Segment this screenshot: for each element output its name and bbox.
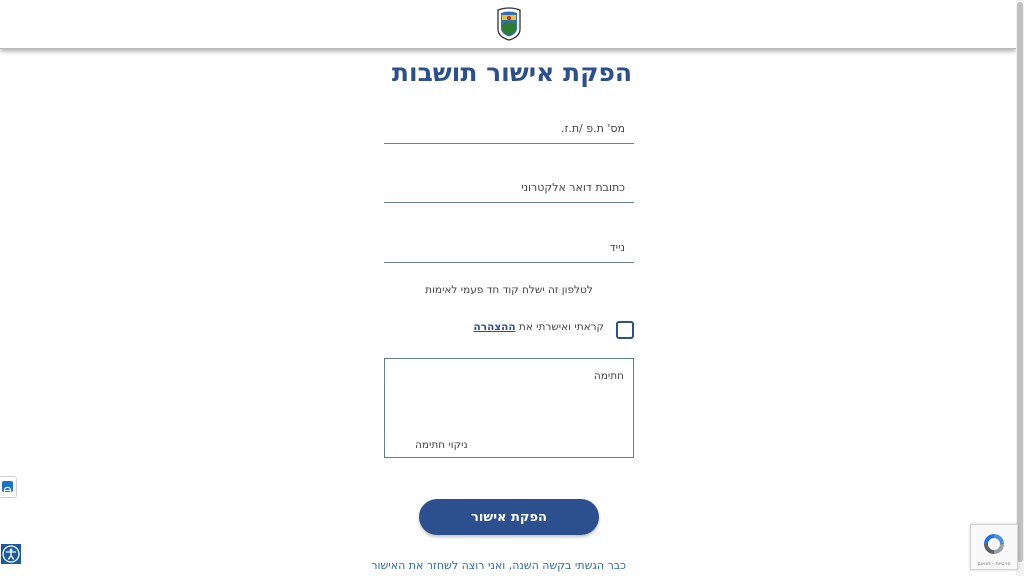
restore-certificate-link[interactable]: כבר הגשתי בקשה השנה, ואני רוצה לשחזר את האישור — [371, 559, 626, 572]
municipality-emblem-icon[interactable] — [496, 7, 522, 41]
consent-prefix: קראתי ואישרתי את — [515, 321, 604, 333]
consent-label — [474, 321, 604, 333]
otp-hint: לטלפון זה ישלח קוד חד פעמי לאימות — [425, 284, 593, 296]
mobile-field-wrapper — [384, 232, 634, 263]
chat-widget-inner — [2, 481, 13, 492]
clear-signature-button[interactable]: ניקוי חתימה — [415, 439, 468, 451]
signature-pad[interactable] — [384, 358, 634, 458]
accessibility-glyph — [1, 544, 21, 564]
signature-label: חתימה — [593, 370, 624, 382]
chat-widget-icon[interactable] — [0, 476, 17, 498]
scrollbar[interactable] — [1016, 0, 1024, 576]
mobile-input[interactable] — [384, 232, 634, 262]
email-field-wrapper — [384, 172, 634, 203]
recaptcha-badge[interactable] — [970, 524, 1018, 570]
email-input[interactable] — [384, 172, 634, 202]
id-number-input[interactable] — [384, 113, 634, 143]
id-field-wrapper — [384, 113, 634, 144]
chat-widget-glyph — [2, 485, 13, 496]
recaptcha-icon — [981, 531, 1007, 557]
accessibility-icon[interactable] — [0, 543, 22, 565]
page-title: הפקת אישור תושבות — [391, 58, 633, 87]
declaration-link[interactable]: ההצהרה — [473, 321, 516, 333]
submit-button[interactable]: הפקת אישור — [419, 499, 599, 535]
scrollbar-thumb[interactable] — [1017, 2, 1023, 562]
recaptcha-footer[interactable]: פרטיות - תנאים — [977, 561, 1011, 567]
header — [0, 0, 1016, 49]
consent-checkbox[interactable] — [616, 321, 634, 339]
